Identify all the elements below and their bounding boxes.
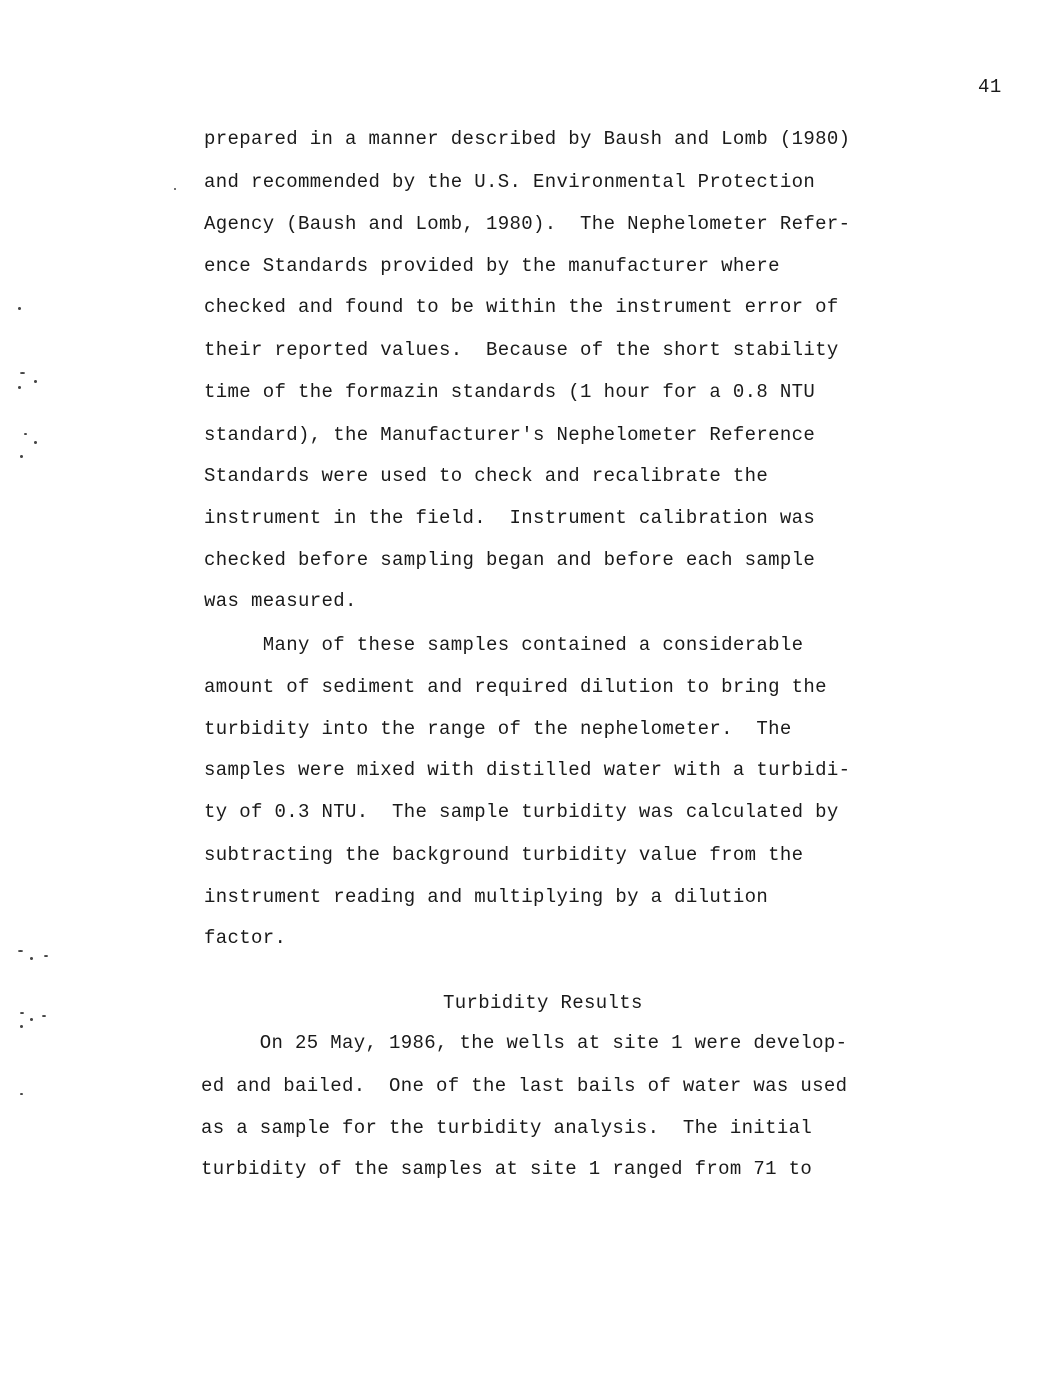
- scan-speck: [18, 307, 21, 310]
- scan-speck: [44, 955, 48, 957]
- paragraph-2-line: samples were mixed with distilled water with a turbidi-: [204, 759, 851, 781]
- paragraph-1-line: time of the formazin standards (1 hour for a 0.8 NTU: [204, 381, 816, 403]
- paragraph-1-line: Agency (Baush and Lomb, 1980). The Nephelometer Refer-: [204, 213, 851, 235]
- scan-speck: [20, 1012, 24, 1014]
- scan-speck: [30, 957, 33, 960]
- scan-speck: [34, 441, 37, 444]
- paragraph-2-line: Many of these samples contained a considerable: [204, 634, 804, 656]
- paragraph-1-line: instrument in the field. Instrument calibration was: [204, 507, 816, 529]
- scan-speck: [18, 950, 23, 952]
- paragraph-1-line: prepared in a manner described by Baush and Lomb (1980): [204, 128, 851, 150]
- scan-speck: [20, 372, 25, 374]
- scan-speck: [18, 386, 21, 389]
- paragraph-1-line: standard), the Manufacturer's Nephelometer Reference: [204, 424, 816, 446]
- paragraph-1-line: their reported values. Because of the short stability: [204, 339, 839, 361]
- page-number: 41: [978, 76, 1002, 98]
- scan-speck: [20, 455, 23, 458]
- paragraph-1-line: was measured.: [204, 590, 357, 612]
- scan-speck: [20, 1093, 23, 1095]
- section-heading: Turbidity Results: [443, 992, 643, 1014]
- paragraph-2-line: instrument reading and multiplying by a dilution: [204, 886, 769, 908]
- paragraph-2-line: ty of 0.3 NTU. The sample turbidity was calculated by: [204, 801, 839, 823]
- paragraph-1-line: Standards were used to check and recalibrate the: [204, 465, 769, 487]
- scan-speck: [34, 380, 37, 383]
- scan-speck: [24, 433, 27, 435]
- scan-speck: [42, 1015, 46, 1017]
- paragraph-2-line: subtracting the background turbidity value from the: [204, 844, 804, 866]
- paragraph-2-line: amount of sediment and required dilution to bring the: [204, 676, 827, 698]
- paragraph-3-line: On 25 May, 1986, the wells at site 1 were develop-: [201, 1032, 848, 1054]
- paragraph-2-line: turbidity into the range of the nephelometer. The: [204, 718, 792, 740]
- paragraph-1-line: checked and found to be within the instrument error of: [204, 296, 839, 318]
- paragraph-1-line: ence Standards provided by the manufacturer where: [204, 255, 780, 277]
- paragraph-2-line: factor.: [204, 927, 287, 949]
- scan-speck: [20, 1025, 23, 1028]
- scan-speck: [174, 188, 176, 190]
- paragraph-1-line: and recommended by the U.S. Environmental Protection: [204, 171, 816, 193]
- paragraph-3-line: ed and bailed. One of the last bails of water was used: [201, 1075, 848, 1097]
- paragraph-3-line: as a sample for the turbidity analysis. The initial: [201, 1117, 813, 1139]
- scan-speck: [30, 1018, 33, 1021]
- paragraph-3-line: turbidity of the samples at site 1 ranged from 71 to: [201, 1158, 813, 1180]
- paragraph-1-line: checked before sampling began and before each sample: [204, 549, 816, 571]
